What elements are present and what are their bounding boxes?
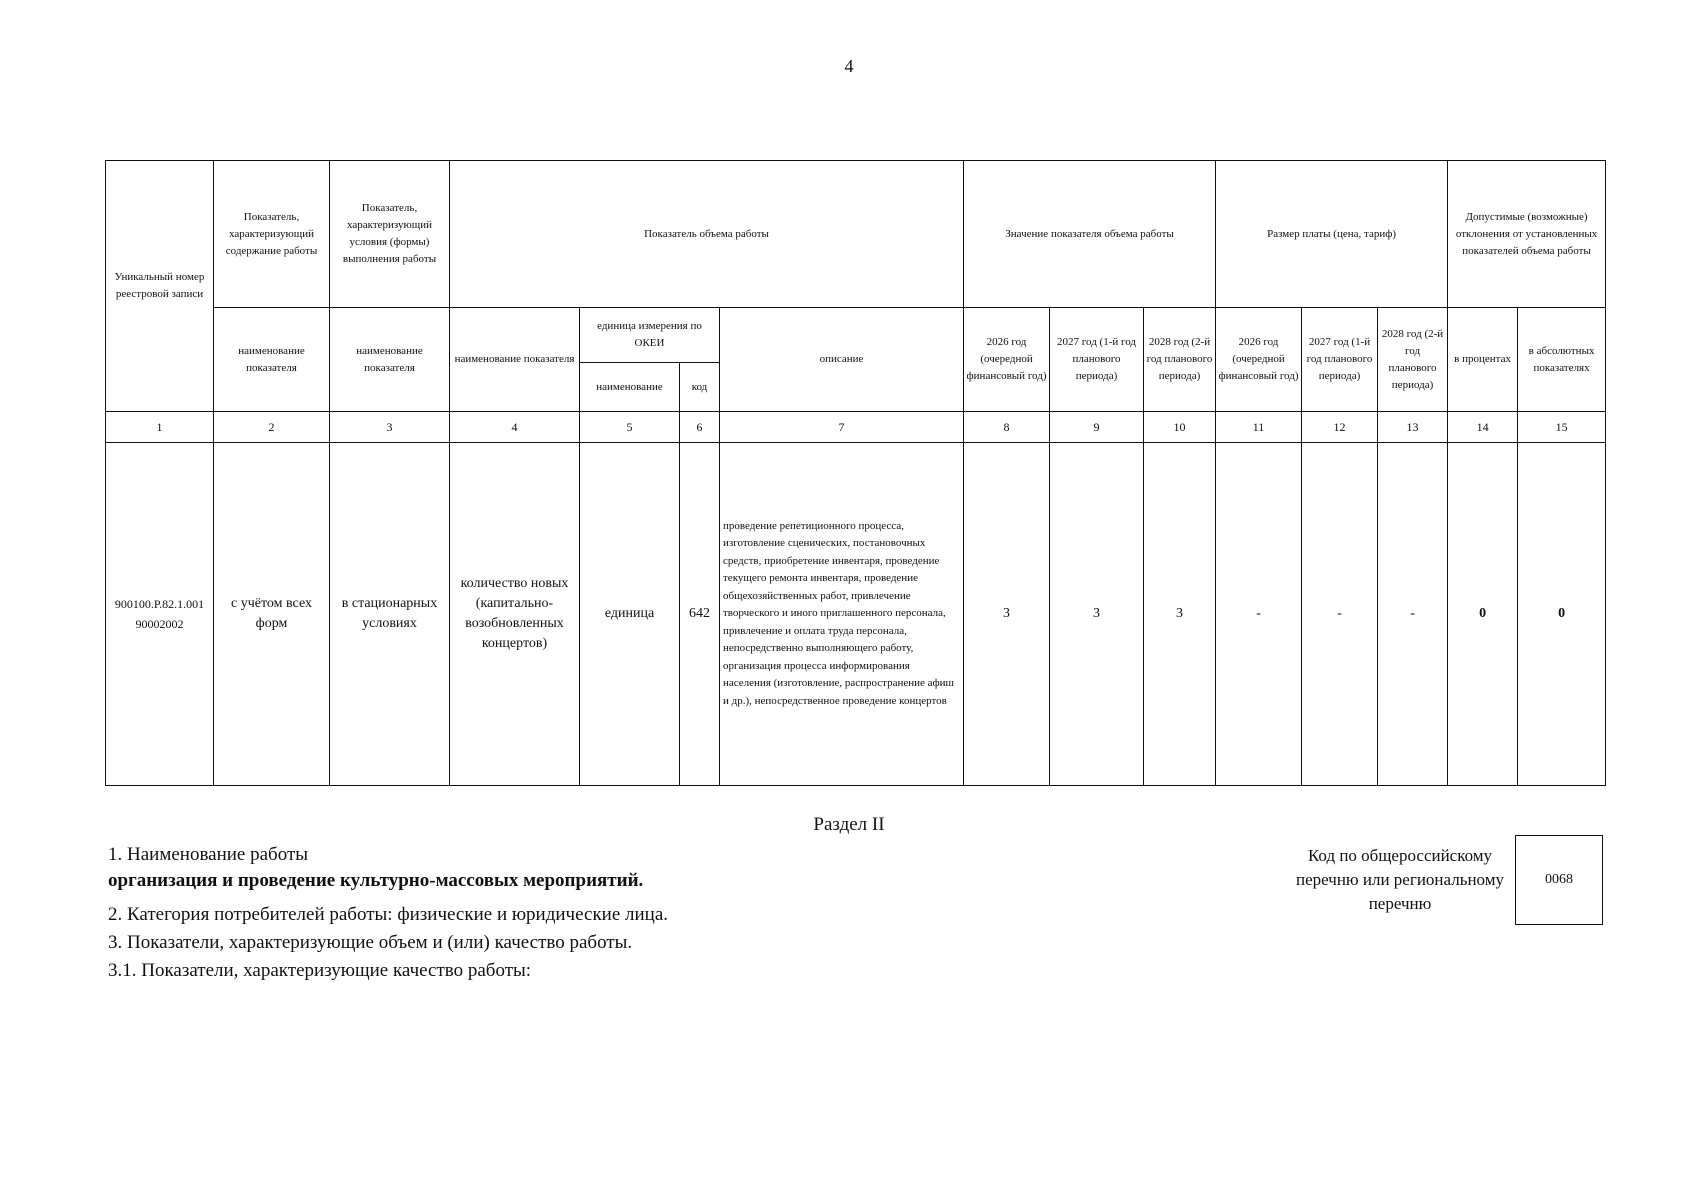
cell-deviation-percent: 0 xyxy=(1448,443,1518,786)
cell-description: проведение репетиционного процесса, изготовление сценических, постановочных средств, приобретение инвентаря, проведение текущего ремонта инвентаря, проведение общехозяйственных работ, привлечение творческого и иного приглашенного персонала, привлечение и оплата труда персонала, непосредственно выполняющего работу, организация процесса информирования населения (изготовление, распространение афиш и др.), непосредственное проведение концертов xyxy=(720,443,964,786)
cell-indicator: количество новых (капитально-возобновленных концертов) xyxy=(450,443,580,786)
table-row xyxy=(106,443,1606,786)
col-number: 2 xyxy=(214,412,330,443)
header-name-indicator-4: наименование показателя xyxy=(450,308,580,412)
cell-content: с учётом всех форм xyxy=(214,443,330,786)
column-number-row xyxy=(106,412,1606,443)
col-number: 15 xyxy=(1518,412,1606,443)
code-label: Код по общероссийскому перечню или региональному перечню xyxy=(1296,846,1504,913)
code-value: 0068 xyxy=(1545,872,1573,887)
work-volume-table xyxy=(105,160,1606,786)
cell-pay-2027: - xyxy=(1302,443,1378,786)
header-description: описание xyxy=(720,308,964,412)
header-pay-2027: 2027 год (1-й год планового периода) xyxy=(1302,308,1378,412)
cell-unit-code: 642 xyxy=(680,443,720,786)
col-number: 11 xyxy=(1216,412,1302,443)
header-name-indicator-3: наименование показателя xyxy=(330,308,450,412)
cell-value-2027: 3 xyxy=(1050,443,1144,786)
header-unit-name: наименование xyxy=(580,363,680,412)
section-title: Раздел II xyxy=(813,814,885,835)
col-number: 13 xyxy=(1378,412,1448,443)
header-name-indicator-2: наименование показателя xyxy=(214,308,330,412)
header-conditions-indicator: Показатель, характеризующий условия (формы) выполнения работы xyxy=(330,161,450,308)
col-number: 1 xyxy=(106,412,214,443)
col-number: 8 xyxy=(964,412,1050,443)
cell-pay-2028: - xyxy=(1378,443,1448,786)
header-deviations: Допустимые (возможные) отклонения от установленных показателей объема работы xyxy=(1448,161,1606,308)
col-number: 6 xyxy=(680,412,720,443)
col-number: 14 xyxy=(1448,412,1518,443)
work-name-value: организация и проведение культурно-массовых мероприятий. xyxy=(108,870,644,891)
col-number: 9 xyxy=(1050,412,1144,443)
header-payment: Размер платы (цена, тариф) xyxy=(1216,161,1448,308)
header-content-indicator: Показатель, характеризующий содержание работы xyxy=(214,161,330,308)
header-absolute: в абсолютных показателях xyxy=(1518,308,1606,412)
code-box xyxy=(1515,835,1603,925)
header-pay-2026: 2026 год (очередной финансовый год) xyxy=(1216,308,1302,412)
consumer-category: 2. Категория потребителей работы: физические и юридические лица. xyxy=(108,904,669,925)
cell-pay-2026: - xyxy=(1216,443,1302,786)
col-number: 12 xyxy=(1302,412,1378,443)
cell-value-2026: 3 xyxy=(964,443,1050,786)
header-year-2026: 2026 год (очередной финансовый год) xyxy=(964,308,1050,412)
header-unit-code: код xyxy=(680,363,720,412)
col-number: 4 xyxy=(450,412,580,443)
col-number: 7 xyxy=(720,412,964,443)
cell-deviation-absolute: 0 xyxy=(1518,443,1606,786)
header-volume-value: Значение показателя объема работы xyxy=(964,161,1216,308)
page-number: 4 xyxy=(844,56,854,76)
header-pay-2028: 2028 год (2-й год планового периода) xyxy=(1378,308,1448,412)
header-unique-number: Уникальный номер реестровой записи xyxy=(106,161,214,412)
header-unit: единица измерения по ОКЕИ xyxy=(580,308,720,363)
cell-registry-number: 900100.Р.82.1.001 90002002 xyxy=(106,443,214,786)
indicators-heading: 3. Показатели, характеризующие объем и (или) качество работы. xyxy=(108,932,633,953)
header-year-2027: 2027 год (1-й год планового периода) xyxy=(1050,308,1144,412)
col-number: 5 xyxy=(580,412,680,443)
col-number: 10 xyxy=(1144,412,1216,443)
cell-conditions: в стационарных условиях xyxy=(330,443,450,786)
header-percent: в процентах xyxy=(1448,308,1518,412)
work-name-label: 1. Наименование работы xyxy=(108,844,309,865)
header-year-2028: 2028 год (2-й год планового периода) xyxy=(1144,308,1216,412)
quality-indicators-heading: 3.1. Показатели, характеризующие качество работы: xyxy=(108,960,532,981)
col-number: 3 xyxy=(330,412,450,443)
cell-value-2028: 3 xyxy=(1144,443,1216,786)
cell-unit-name: единица xyxy=(580,443,680,786)
header-volume-indicator: Показатель объема работы xyxy=(450,161,964,308)
